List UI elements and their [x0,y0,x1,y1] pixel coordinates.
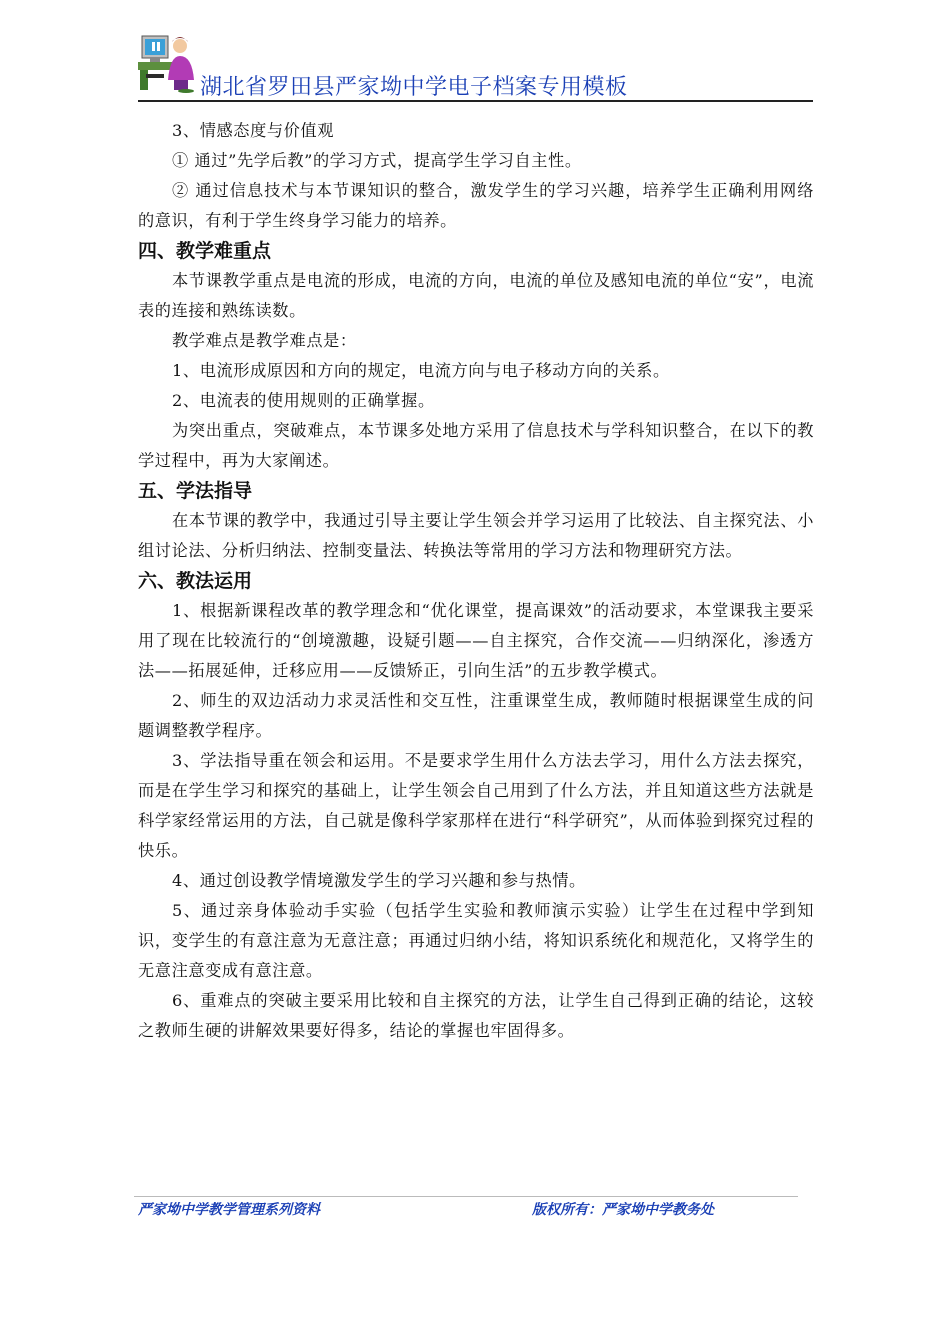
paragraph: 在本节课的教学中，我通过引导主要让学生领会并学习运用了比较法、自主探究法、小组讨论法、分析归纳法、控制变量法、转换法等常用的学习方法和物理研究方法。 [138,511,814,560]
paragraph: 6、重难点的突破主要采用比较和自主探究的方法，让学生自己得到正确的结论，这较之教师生硬的讲解效果要好得多，结论的掌握也牢固得多。 [138,991,814,1040]
teacher-at-computer-icon [134,30,198,94]
paragraph: 本节课教学重点是电流的形成，电流的方向，电流的单位及感知电流的单位“安”，电流表的连接和熟练读数。 [138,271,814,320]
document-body [138,116,814,1046]
paragraph: 教学难点是教学难点是： [172,331,357,350]
paragraph: 3、学法指导重在领会和运用。不是要求学生用什么方法去学习，用什么方法去探究，而是在学生学习和探究的基础上，让学生领会自己用到了什么方法，并且知道这些方法就是科学家经常运用的方法，自己就是像科学家那样在进行“科学研究”，从而体验到探究过程的快乐。 [138,751,814,860]
paragraph: 1、根据新课程改革的教学理念和“优化课堂，提高课效”的活动要求，本堂课我主要采用了现在比较流行的“创境激趣，设疑引题——自主探究，合作交流——归纳深化，渗透方法——拓展延伸，迁移应用——反馈矫正，引向生活”的五步教学模式。 [138,601,814,680]
header-divider [138,100,813,102]
paragraph: ② 通过信息技术与本节课知识的整合，激发学生的学习兴趣，培养学生正确利用网络的意识，有利于学生终身学习能力的培养。 [138,181,814,230]
header-title: 湖北省罗田县严家坳中学电子档案专用模板 [200,75,628,100]
paragraph: 2、师生的双边活动力求灵活性和交互性，注重课堂生成，教师随时根据课堂生成的问题调整教学程序。 [138,691,814,740]
paragraph: 5、通过亲身体验动手实验（包括学生实验和教师演示实验）让学生在过程中学到知识，变学生的有意注意为无意注意；再通过归纳小结，将知识系统化和规范化，又将学生的无意注意变成有意注意。 [138,901,814,980]
heading-section-6: 六、教法运用 [138,570,253,592]
heading-section-5: 五、学法指导 [138,480,253,502]
paragraph: 4、通过创设教学情境激发学生的学习兴趣和参与热情。 [172,871,586,890]
paragraph: 2、电流表的使用规则的正确掌握。 [172,391,435,410]
paragraph: ① 通过”先学后教”的学习方式，提高学生学习自主性。 [172,151,582,170]
heading-section-4: 四、教学难重点 [138,240,272,262]
footer-right-text: 版权所有：严家坳中学教务处 [532,1202,714,1218]
paragraph: 1、电流形成原因和方向的规定，电流方向与电子移动方向的关系。 [172,361,670,380]
paragraph: 为突出重点，突破难点，本节课多处地方采用了信息技术与学科知识整合，在以下的教学过程中，再为大家阐述。 [138,421,814,470]
footer-left-text: 严家坳中学教学管理系列资料 [138,1202,320,1218]
footer-divider [134,1196,798,1197]
section-3-title: 3、情感态度与价值观 [172,121,335,140]
